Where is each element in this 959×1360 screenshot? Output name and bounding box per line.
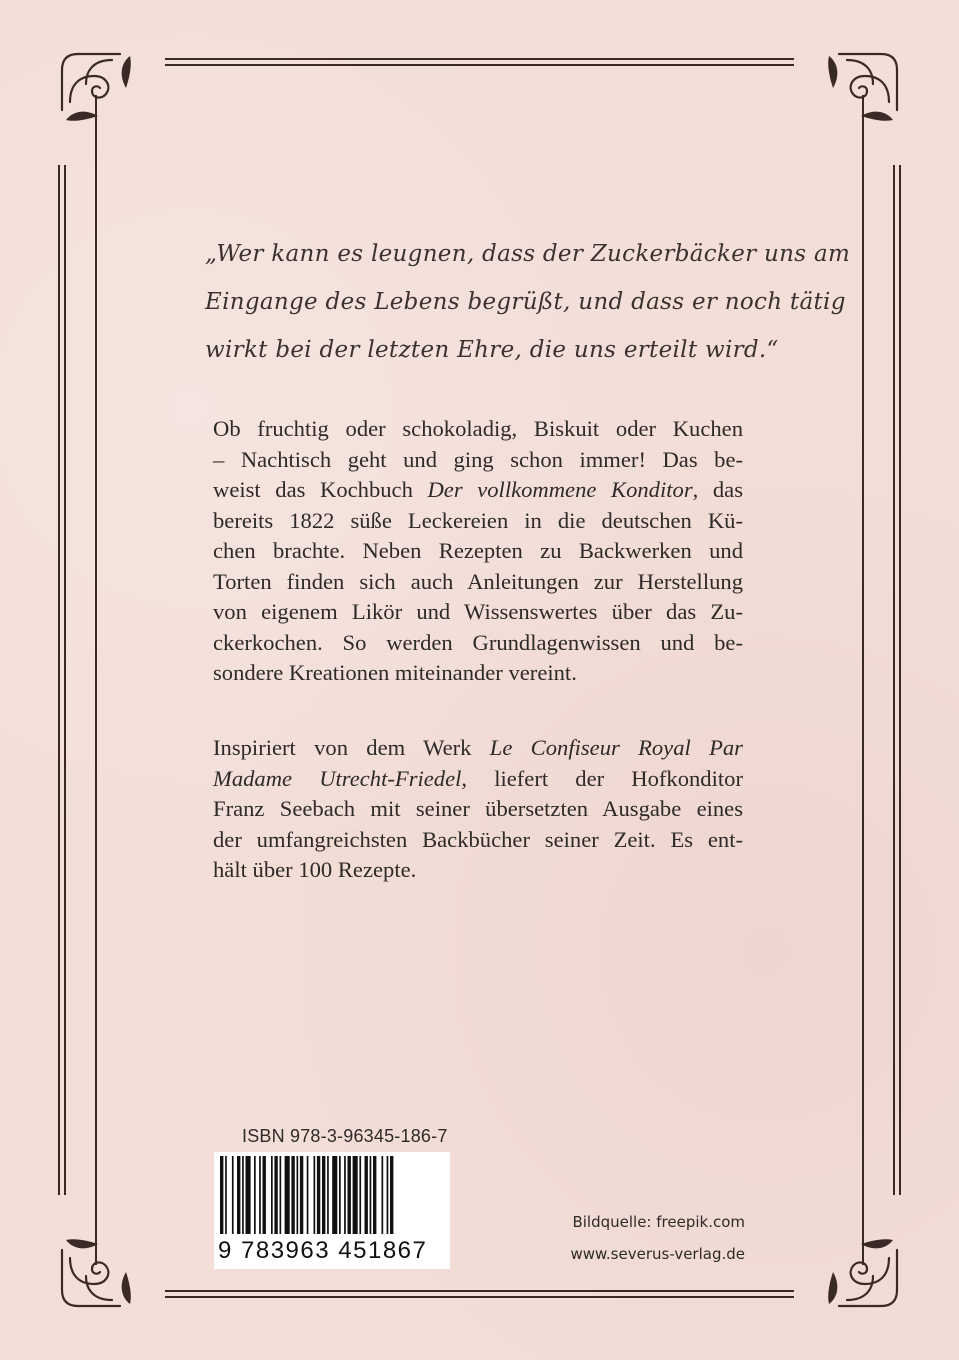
text-line: chen brachte. Neben Rezepten zu Backwerken und bbox=[213, 538, 743, 563]
barcode-bar bbox=[242, 1156, 244, 1234]
text-line: von eigenem Likör und Wissenswertes über das Zu- bbox=[213, 599, 743, 624]
text-segment: weist das Kochbuch bbox=[213, 477, 428, 502]
barcode-bar bbox=[348, 1156, 351, 1234]
barcode-bar bbox=[322, 1156, 325, 1234]
barcode-bar bbox=[297, 1156, 299, 1234]
quote-line: wirkt bei der letzten Ehre, die uns erteilt wird.“ bbox=[205, 337, 779, 363]
border-frame-left bbox=[58, 165, 66, 1195]
text-line: sondere Kreationen miteinander vereint. bbox=[213, 660, 577, 685]
barcode-bar bbox=[370, 1156, 372, 1234]
barcode-bar bbox=[327, 1156, 329, 1234]
barcode-bar bbox=[332, 1156, 337, 1234]
description-paragraph-2 bbox=[213, 733, 743, 886]
border-frame-top bbox=[165, 58, 794, 66]
corner-ornament-icon bbox=[50, 40, 170, 160]
text-line: – Nachtisch geht und ging schon immer! Das be- bbox=[213, 446, 743, 472]
barcode-bar bbox=[271, 1156, 273, 1234]
barcode-bar bbox=[263, 1156, 266, 1234]
image-source-credit: Bildquelle: freepik.com bbox=[572, 1213, 745, 1231]
barcode-bar bbox=[280, 1156, 282, 1234]
barcode-bars bbox=[214, 1152, 450, 1236]
barcode-bar bbox=[291, 1156, 294, 1234]
book-title: Madame Utrecht-Friedel bbox=[213, 765, 462, 791]
barcode-bar bbox=[300, 1156, 303, 1234]
text-line bbox=[213, 733, 743, 764]
barcode-bar bbox=[317, 1156, 320, 1234]
barcode-bar bbox=[232, 1156, 234, 1234]
barcode-bar bbox=[314, 1156, 316, 1234]
text-line bbox=[213, 475, 743, 506]
barcode-bar bbox=[237, 1156, 240, 1234]
description-paragraph-1 bbox=[213, 414, 743, 689]
barcode-bar bbox=[254, 1156, 256, 1234]
book-title: Le Confiseur Royal Par bbox=[489, 735, 743, 760]
barcode-bar bbox=[387, 1156, 389, 1234]
barcode-bar bbox=[259, 1156, 261, 1234]
publisher-website[interactable]: www.severus-verlag.de bbox=[570, 1245, 745, 1263]
text-line: Torten finden sich auch Anleitungen zur Herstellung bbox=[213, 568, 743, 594]
barcode-bar bbox=[225, 1156, 227, 1234]
barcode bbox=[214, 1152, 450, 1269]
text-segment: Inspiriert von dem Werk bbox=[213, 735, 490, 760]
corner-ornament-icon bbox=[789, 40, 909, 160]
barcode-number: 9 783963 451867 bbox=[218, 1237, 428, 1264]
book-title: Der vollkommene Konditor bbox=[427, 477, 693, 502]
barcode-bar bbox=[359, 1156, 361, 1234]
text-segment: , das bbox=[692, 477, 743, 502]
text-line: ckerkochen. So werden Grundlagenwissen und be- bbox=[213, 629, 743, 655]
border-frame-right bbox=[893, 165, 901, 1195]
text-line bbox=[213, 764, 743, 795]
barcode-bar bbox=[285, 1156, 290, 1234]
epigraph-quote bbox=[205, 230, 851, 374]
barcode-bar bbox=[353, 1156, 358, 1234]
text-line: bereits 1822 süße Leckereien in die deutschen Kü- bbox=[213, 507, 743, 533]
barcode-bar bbox=[246, 1156, 251, 1234]
text-segment: , liefert der Hofkonditor bbox=[461, 765, 743, 791]
text-line: Franz Seebach mit seiner übersetzten Ausgabe eines bbox=[213, 796, 743, 821]
text-line: Ob fruchtig oder schokoladig, Biskuit oder Kuchen bbox=[213, 416, 743, 441]
barcode-bar bbox=[344, 1156, 346, 1234]
corner-ornament-icon bbox=[50, 1200, 170, 1320]
quote-line: Eingange des Lebens begrüßt, und dass er noch tätig bbox=[205, 289, 846, 315]
barcode-bar bbox=[274, 1156, 277, 1234]
border-frame-bottom bbox=[165, 1290, 794, 1298]
barcode-bar bbox=[220, 1156, 223, 1234]
isbn-label: ISBN 978-3-96345-186-7 bbox=[242, 1126, 448, 1146]
barcode-bar bbox=[390, 1156, 393, 1234]
barcode-bar bbox=[339, 1156, 341, 1234]
text-line: der umfangreichsten Backbücher seiner Zeit. Es ent- bbox=[213, 826, 743, 852]
barcode-bar bbox=[365, 1156, 368, 1234]
quote-line: „Wer kann es leugnen, dass der Zuckerbäcker uns am bbox=[205, 241, 851, 267]
corner-ornament-icon bbox=[789, 1200, 909, 1320]
barcode-bar bbox=[382, 1156, 384, 1234]
barcode-bar bbox=[307, 1156, 309, 1234]
barcode-bar bbox=[373, 1156, 376, 1234]
text-line: hält über 100 Rezepte. bbox=[213, 857, 417, 882]
